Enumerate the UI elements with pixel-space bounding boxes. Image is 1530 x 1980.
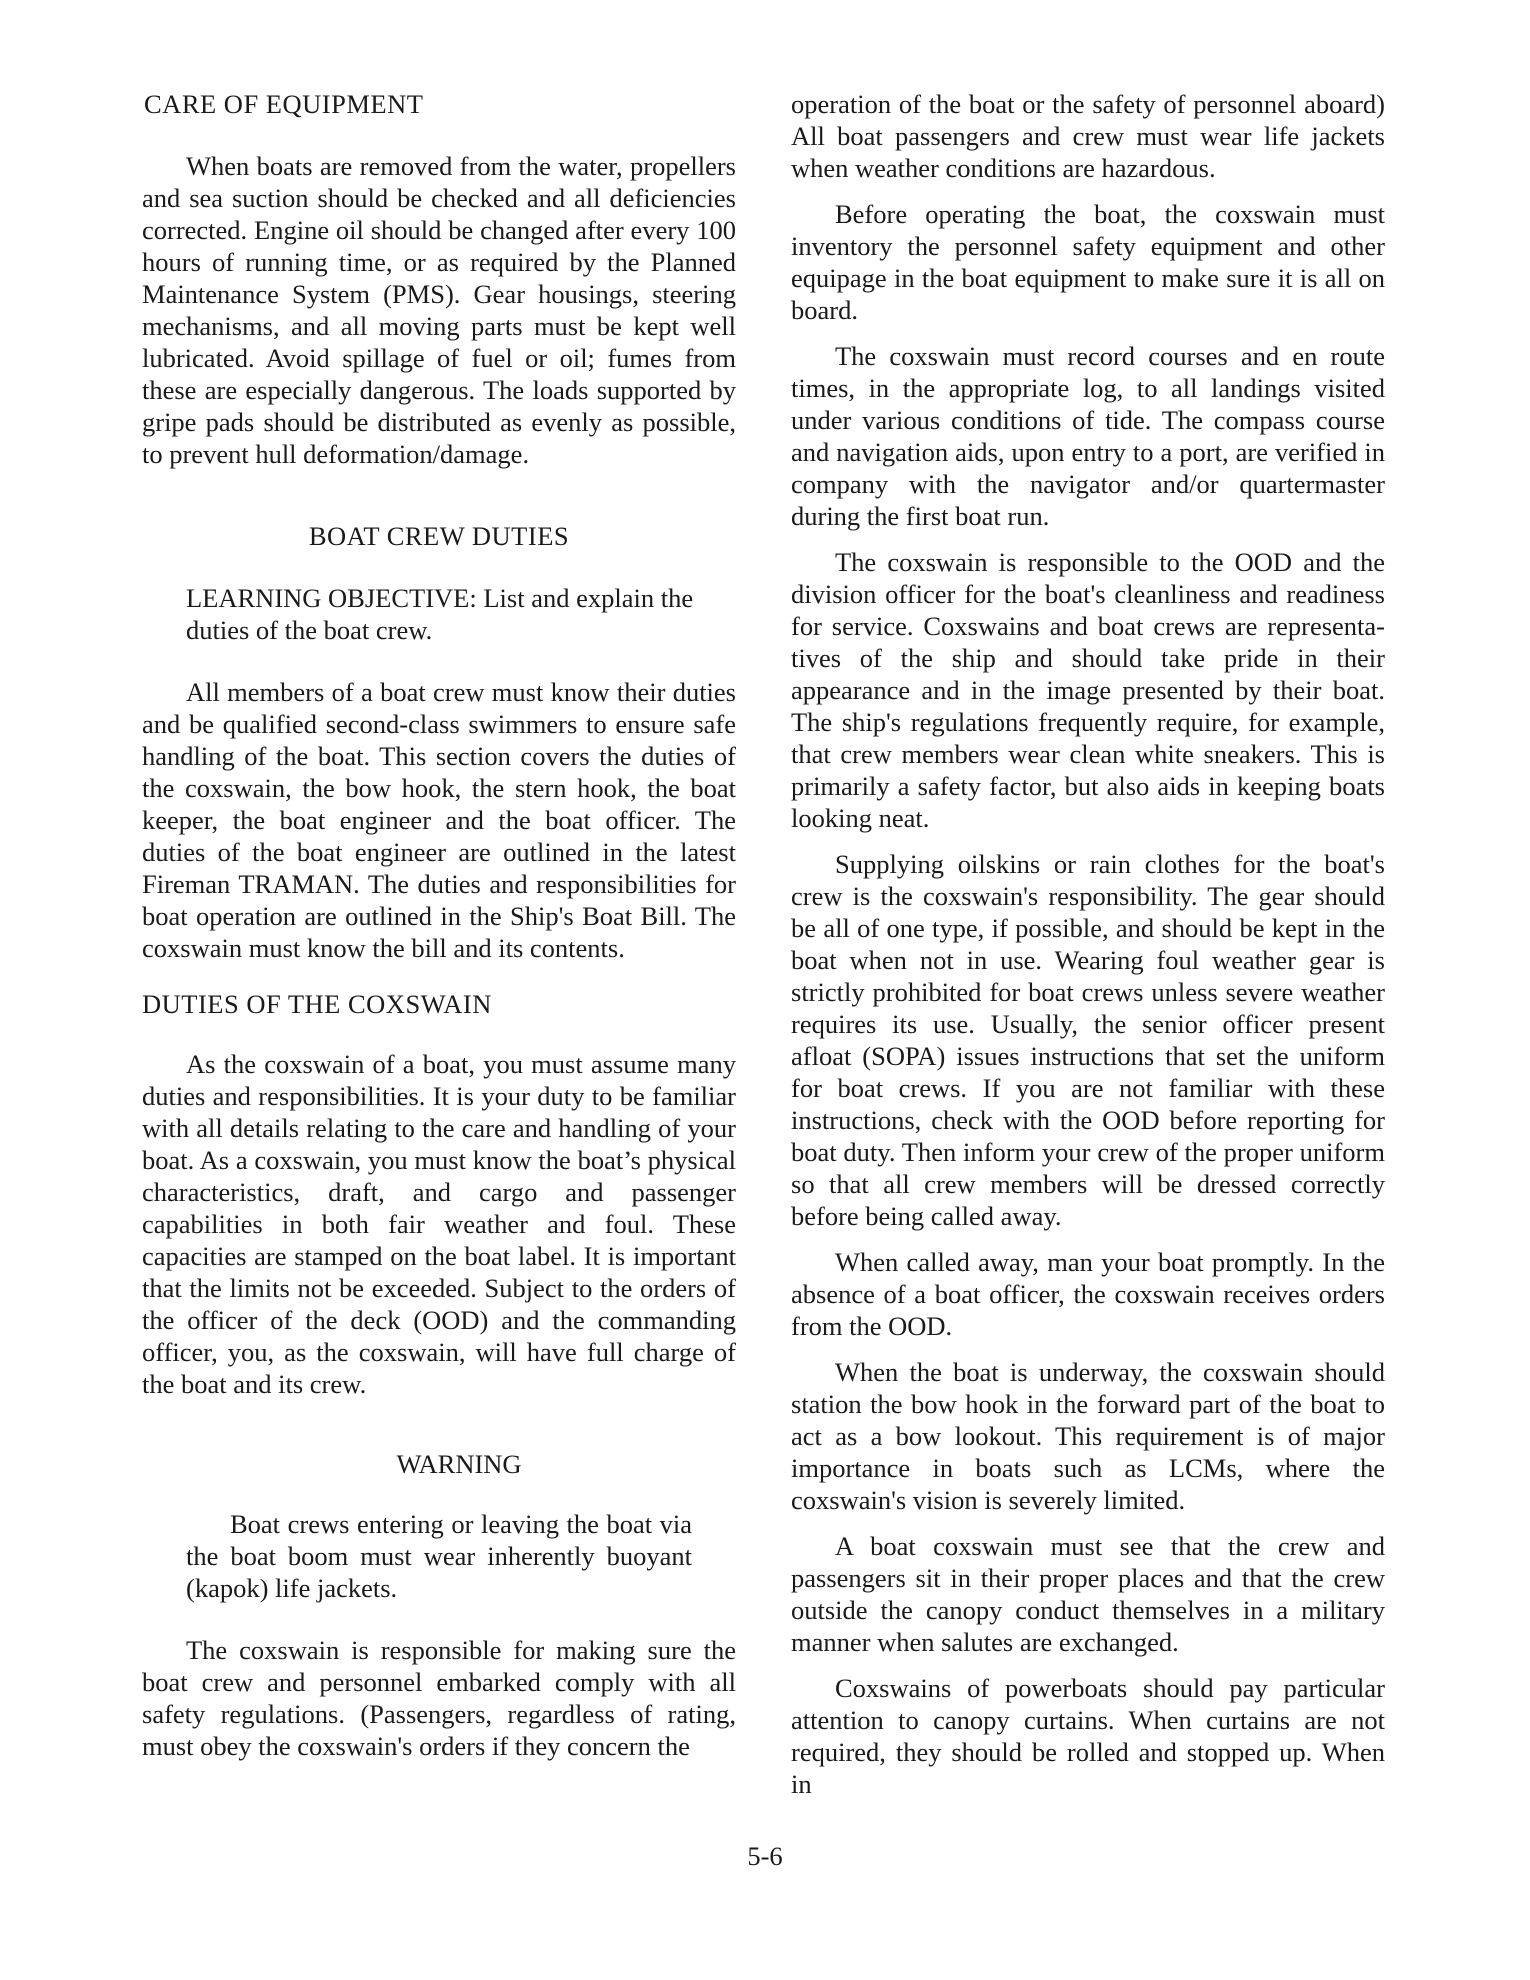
body-paragraph: The coxswain is responsible to the OOD and the division officer for the boat's cleanliness and readiness for service. Coxswains and boat crews are representatives of the ship and should take pride in their appearance and in the image presented by their boat. The ship's regulations frequently require, for example, that crew members wear clean white sneakers. This is primarily a safety factor, but also aids in keeping boats looking neat.: [791, 547, 1385, 833]
page-number: 5-6: [747, 1841, 783, 1871]
warning-title: WARNING: [396, 1449, 522, 1479]
boat-crew-duties-heading: BOAT CREW DUTIES: [308, 521, 570, 551]
duties-of-coxswain-heading: DUTIES OF THE COXSWAIN: [142, 989, 492, 1019]
body-paragraph: The coxswain must record courses and en route times, in the appropriate log, to all landings visited under various conditions of tide. The compass course and navigation aids, upon entry to a port, are verified in company with the navigator and/or quartermaster during the first boat run.: [791, 341, 1385, 531]
safety-regulations-paragraph: The coxswain is responsible for making sure the boat crew and personnel embarked comply with all safety regulations. (Passengers, regardless of rating, must obey the coxswain's orders if they concern the: [142, 1635, 736, 1761]
body-paragraph: Supplying oilskins or rain clothes for the boat's crew is the coxswain's responsibility. The gear should be all of one type, if possible, and should be kept in the boat when not in use. Wearing foul weather gear is strictly prohibited for boat crews unless severe weather requires its use. Usually, the senior officer present afloat (SOPA) issues instructions that set the uniform for boat crews. If you are not familiar with these instructions, check with the OOD before reporting for boat duty. Then inform your crew of the proper uniform so that all crew members will be dressed correctly before being called away.: [791, 849, 1385, 1231]
body-paragraph: A boat coxswain must see that the crew and passengers sit in their proper places and that the crew outside the canopy conduct themselves in a military manner when salutes are exchanged.: [791, 1531, 1385, 1657]
left-column: [142, 88, 736, 1762]
body-paragraph: Before operating the boat, the coxswain must inventory the personnel safety equipment and other equipage in the boat equipment to make sure it is all on board.: [791, 199, 1385, 325]
body-paragraph: When the boat is underway, the coxswain should station the bow hook in the forward part of the boat to act as a bow lookout. This requirement is of major importance in boats such as LCMs, where the coxswain's vision is severely limited.: [791, 1357, 1385, 1515]
warning-text: Boat crews entering or leaving the boat via the boat boom must wear inherently buoyant (kapok) life jackets.: [186, 1509, 692, 1603]
continued-paragraph: operation of the boat or the safety of personnel aboard) All boat passengers and crew must wear life jackets when weather conditions are hazardous.: [791, 89, 1385, 183]
care-of-equipment-heading: CARE OF EQUIPMENT: [144, 89, 424, 119]
care-of-equipment-paragraph: When boats are removed from the water, propellers and sea suction should be checked and all deficiencies corrected. Engine oil should be changed after every 100 hours of running time, or as required by the Planned Maintenance System (PMS). Gear housings, steering mechanisms, and all moving parts must be kept well lubricated. Avoid spillage of fuel or oil; fumes from these are especially dangerous. The loads supported by gripe pads should be distributed as evenly as possible, to prevent hull deformation/damage.: [142, 151, 736, 469]
body-paragraph: When called away, man your boat promptly. In the absence of a boat officer, the coxswain receives orders from the OOD.: [791, 1247, 1385, 1341]
learning-objective: LEARNING OBJECTIVE: List and explain the duties of the boat crew.: [186, 583, 694, 645]
right-column: [791, 88, 1385, 1800]
duties-of-coxswain-paragraph: As the coxswain of a boat, you must assume many duties and responsibilities. It is your duty to be familiar with all details relating to the care and handling of your boat. As a coxswain, you must know the boat’s physical characteristics, draft, and cargo and passenger capabilities in both fair weather and foul. These capacities are stamped on the boat label. It is important that the limits not be exceeded. Subject to the orders of the officer of the deck (OOD) and the commanding officer, you, as the coxswain, will have full charge of the boat and its crew.: [142, 1049, 736, 1399]
body-paragraph: Coxswains of powerboats should pay particular attention to canopy curtains. When curtains are not required, they should be rolled and stopped up. When in: [791, 1673, 1385, 1799]
boat-crew-duties-paragraph: All members of a boat crew must know their duties and be qualified second-class swimmers to ensure safe handling of the boat. This section covers the duties of the coxswain, the bow hook, the stern hook, the boat keeper, the boat engineer and the boat officer. The duties of the boat engineer are outlined in the latest Fireman TRAMAN. The duties and responsibilities for boat operation are outlined in the Ship's Boat Bill. The coxswain must know the bill and its contents.: [142, 677, 736, 963]
